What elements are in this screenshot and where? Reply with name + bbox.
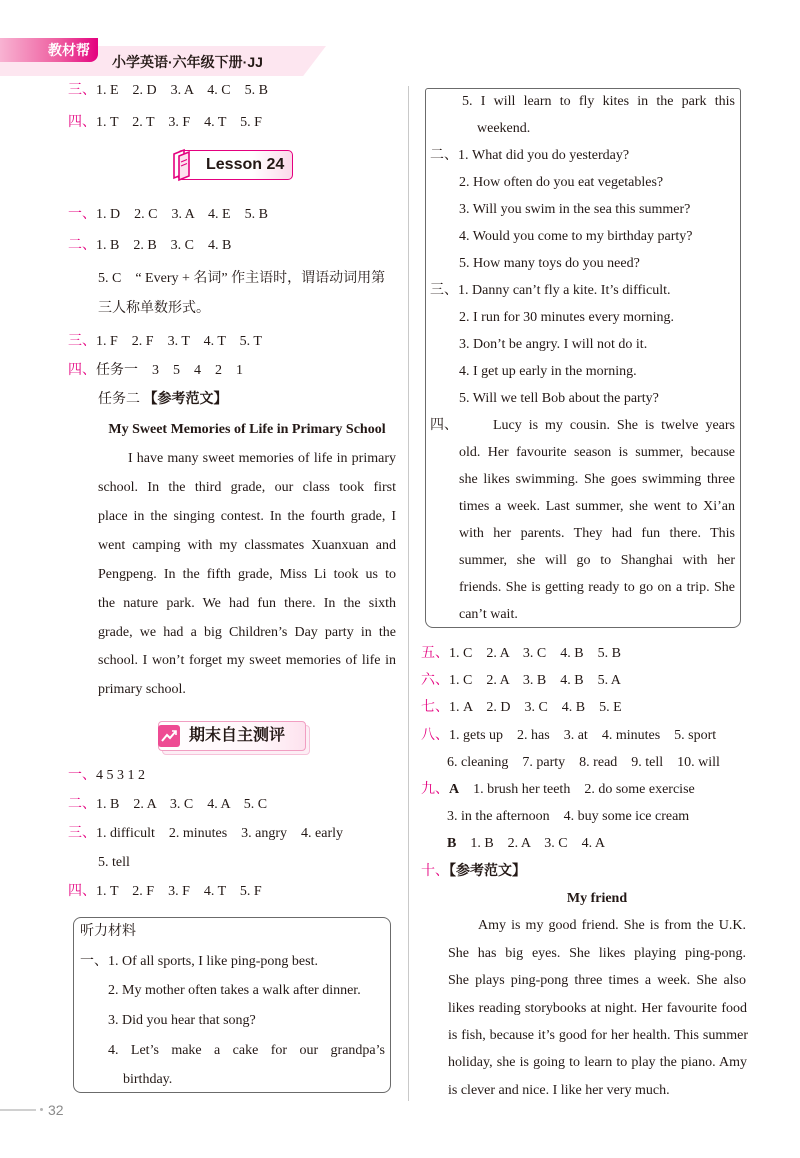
essay-line: Amy is my good friend. She is from the U.K. bbox=[478, 918, 746, 933]
answer-row: 三、1. E 2. D 3. A 4. C 5. B bbox=[68, 83, 268, 98]
answer-row: 一、4 5 3 1 2 bbox=[68, 768, 145, 783]
essay-line: the nature park. We had fun there. In the sixth bbox=[98, 596, 396, 611]
answer-row: 八、1. gets up 2. has 3. at 4. minutes 5. sport bbox=[421, 728, 717, 743]
listening-line: 三、1. Danny can’t fly a kite. It’s difficult. bbox=[430, 283, 671, 298]
essay-line: is clever and nice. I like her very much. bbox=[448, 1083, 670, 1098]
essay-line: place in the singing contest. In the fourth grade, I bbox=[98, 509, 396, 524]
column-divider bbox=[408, 86, 409, 1101]
answer-row: 二、1. B 2. B 3. C 4. B bbox=[68, 238, 232, 253]
essay-line: She plays ping-pong three times a week. She also bbox=[448, 973, 746, 988]
listening-title: 听力材料 bbox=[80, 924, 136, 939]
listening-marker: 四、 bbox=[430, 418, 458, 433]
page-rule-dot bbox=[40, 1108, 43, 1111]
answer-row: 一、1. D 2. C 3. A 4. E 5. B bbox=[68, 207, 268, 222]
listening-line: 3. Did you hear that song? bbox=[108, 1013, 256, 1028]
final-exam-badge bbox=[158, 721, 306, 751]
essay-line: I have many sweet memories of life in primary bbox=[128, 451, 396, 466]
listening-line: she likes swimming. She goes swimming three bbox=[459, 472, 735, 487]
listening-line: 5. How many toys do you need? bbox=[459, 256, 640, 271]
listening-line: summer, she will go to Shanghai with her bbox=[459, 553, 735, 568]
listening-material-box bbox=[73, 917, 391, 1093]
essay-title: My friend bbox=[566, 891, 628, 906]
task2-row: 任务二 【参考范文】 bbox=[98, 392, 228, 407]
listening-line: 4. I get up early in the morning. bbox=[459, 364, 637, 379]
page-rule bbox=[0, 1109, 36, 1111]
answer-row: 六、1. C 2. A 3. B 4. B 5. A bbox=[421, 673, 621, 688]
essay-line: school. I won’t forget my sweet memories of life in bbox=[98, 653, 396, 668]
answer-row: 四、1. T 2. T 3. F 4. T 5. F bbox=[68, 115, 262, 130]
answer-row: 五、1. C 2. A 3. C 4. B 5. B bbox=[421, 646, 621, 661]
exam-badge-label: 期末自主测评 bbox=[189, 727, 286, 744]
essay-line: went camping with my classmates Xuanxuan and bbox=[98, 538, 396, 553]
listening-line: Lucy is my cousin. She is twelve years bbox=[493, 418, 735, 433]
essay-line: school. In the third grade, our class took first bbox=[98, 480, 396, 495]
answer-note: 5. C “ Every + 名词” 作主语时，谓语动词用第 bbox=[98, 271, 386, 286]
listening-line: 2. How often do you eat vegetables? bbox=[459, 175, 664, 190]
answer-row: 四、1. T 2. F 3. F 4. T 5. F bbox=[68, 884, 262, 899]
listening-line: can’t wait. bbox=[459, 607, 518, 622]
essay-line: primary school. bbox=[98, 682, 186, 697]
answer-row: 十、【参考范文】 bbox=[421, 864, 526, 879]
book-icon bbox=[171, 147, 193, 183]
lesson-24-badge bbox=[177, 150, 293, 180]
listening-line: 5. Will we tell Bob about the party? bbox=[459, 391, 659, 406]
listening-line: 3. Don’t be angry. I will not do it. bbox=[459, 337, 648, 352]
listening-material-box-cont bbox=[425, 88, 741, 628]
essay-title: My Sweet Memories of Life in Primary School bbox=[108, 422, 386, 437]
brand-tag: 教材帮 bbox=[0, 38, 98, 62]
listening-line: weekend. bbox=[477, 121, 531, 136]
listening-line: 5. I will learn to fly kites in the park this bbox=[462, 94, 735, 109]
book-title: 小学英语·六年级下册·JJ bbox=[112, 54, 263, 70]
answer-note: 三人称单数形式。 bbox=[98, 301, 210, 316]
listening-line: times a week. Last summer, she went to Xi’an bbox=[459, 499, 735, 514]
trend-chart-icon bbox=[158, 725, 180, 747]
answer-row: 九、A 1. brush her teeth 2. do some exercise bbox=[421, 782, 695, 797]
answer-row: 三、1. difficult 2. minutes 3. angry 4. early bbox=[68, 826, 344, 841]
listening-line: old. Her favourite season is summer, because bbox=[459, 445, 735, 460]
listening-line: 二、1. What did you do yesterday? bbox=[430, 148, 630, 163]
listening-line: 3. Will you swim in the sea this summer? bbox=[459, 202, 691, 217]
lesson-badge-label: Lesson 24 bbox=[206, 156, 285, 173]
listening-line: 2. My mother often takes a walk after dinner. bbox=[108, 983, 361, 998]
listening-line: 2. I run for 30 minutes every morning. bbox=[459, 310, 675, 325]
essay-line: holiday, she is going to learn to play the piano. Amy bbox=[448, 1055, 747, 1070]
essay-line: She has big eyes. She likes playing ping-pong. bbox=[448, 946, 746, 961]
essay-line: Pengpeng. In the fifth grade, Miss Li took us to bbox=[98, 567, 396, 582]
answer-row: 二、1. B 2. A 3. C 4. A 5. C bbox=[68, 797, 268, 812]
listening-line: birthday. bbox=[123, 1072, 173, 1087]
page-number: 32 bbox=[48, 1102, 64, 1118]
listening-line: 一、1. Of all sports, I like ping-pong best. bbox=[80, 954, 318, 969]
listening-line: friends. She is getting ready to go on a trip. She bbox=[459, 580, 735, 595]
answer-row-cont: 5. tell bbox=[98, 855, 130, 870]
listening-line: with her parents. They had fun there. This bbox=[459, 526, 735, 541]
answer-row-cont: 6. cleaning 7. party 8. read 9. tell 10. will bbox=[447, 755, 720, 770]
essay-line: likes reading storybooks at night. Her favourite food bbox=[448, 1001, 747, 1016]
answer-row-cont: 3. in the afternoon 4. buy some ice cream bbox=[447, 809, 690, 824]
answer-row: B 1. B 2. A 3. C 4. A bbox=[447, 836, 605, 851]
essay-line: grade, we had a big Children’s Day party in the bbox=[98, 625, 396, 640]
answer-row: 四、任务一 3 5 4 2 1 bbox=[68, 363, 243, 378]
answer-row: 七、1. A 2. D 3. C 4. B 5. E bbox=[421, 700, 622, 715]
listening-line: 4. Let’s make a cake for our grandpa’s bbox=[108, 1043, 385, 1058]
answer-row: 三、1. F 2. F 3. T 4. T 5. T bbox=[68, 334, 262, 349]
listening-line: 4. Would you come to my birthday party? bbox=[459, 229, 693, 244]
essay-line: is fish, because it’s good for her health. This summer bbox=[448, 1028, 748, 1043]
